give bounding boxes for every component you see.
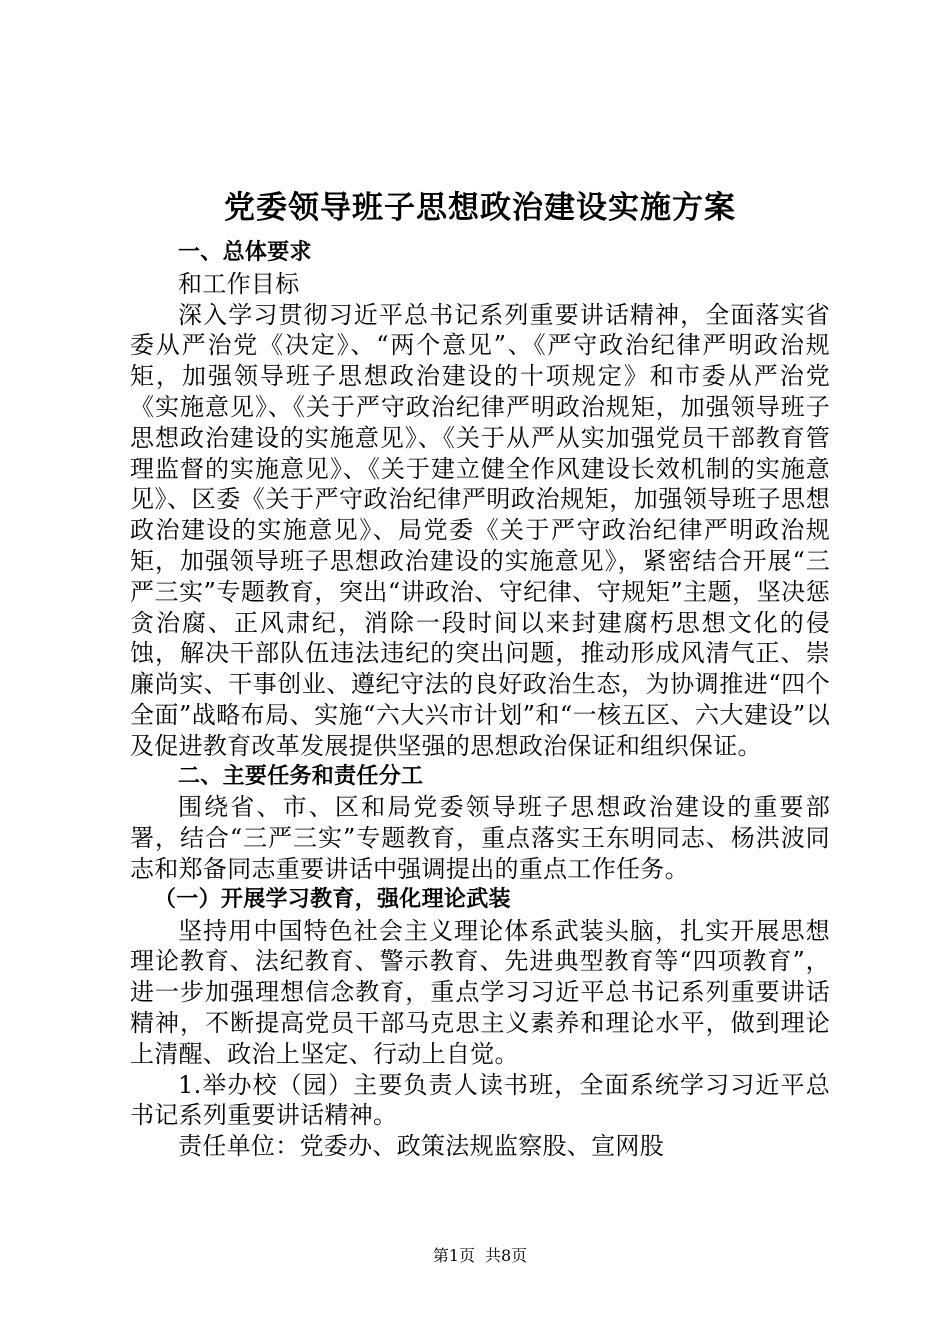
subheading-study-education: （一）开展学习教育，强化理论武装 xyxy=(154,886,511,912)
paragraph-study-education: 坚持用中国特色社会主义理论体系武装头脑，扎实开展思想理论教育、法纪教育、警示教育、先进典型教育等“四项教育”，进一步加强理想信念教育，重点学习习近平总书记系列重要讲话精神，不断提高党员干部马克思主义素养和理论水平，做到理论上清醒、政治上坚定、行动上自觉。 xyxy=(130,916,830,1068)
paragraph-responsible-units: 责任单位：党委办、政策法规监察股、宣网股 xyxy=(178,1132,664,1161)
page-number: 第1页 xyxy=(432,1246,475,1265)
document-page xyxy=(130,0,830,1344)
document-title: 党委领导班子思想政治建设实施方案 xyxy=(224,190,736,226)
paragraph-work-goals: 和工作目标 xyxy=(178,269,300,298)
document-body xyxy=(130,238,830,1162)
section-heading-main-tasks: 二、主要任务和责任分工 xyxy=(178,763,424,789)
page-total: 共8页 xyxy=(485,1246,528,1265)
paragraph-item-1: 1.举办校（园）主要负责人读书班，全面系统学习习近平总书记系列重要讲话精神。 xyxy=(130,1070,830,1130)
paragraph-overview: 深入学习贯彻习近平总书记系列重要讲话精神，全面落实省委从严治党《决定》、“两个意见”、《严守政治纪律严明政治规矩，加强领导班子思想政治建设的十项规定》和市委从严治党《实施意见》、《关于严守政治纪律严明政治规矩，加强领导班子思想政治建设的实施意见》、《关于从严从实加强党员干部教育管理监督的实施意见》、《关于建立健全作风建设长效机制的实施意见》、区委《关于严守政治纪律严明政治规矩，加强领导班子思想政治建设的实施意见》、局党委《关于严守政治纪律严明政治规矩，加强领导班子思想政治建设的实施意见》，紧密结合开展“三严三实”专题教育，突出“讲政治、守纪律、守规矩”主题，坚决惩贪治腐、正风肃纪，消除一段时间以来封建腐朽思想文化的侵蚀，解决干部队伍违法违纪的突出问题，推动形成风清气正、崇廉尚实、干事创业、遵纪守法的良好政治生态，为协调推进“四个全面”战略布局、实施“六大兴市计划”和“一核五区、六大建设”以及促进教育改革发展提供坚强的思想政治保证和组织保证。 xyxy=(130,300,830,760)
section-heading-overall-requirements: 一、总体要求 xyxy=(178,240,312,265)
paragraph-main-tasks-intro: 围绕省、市、区和局党委领导班子思想政治建设的重要部署，结合“三严三实”专题教育，重点落实王东明同志、杨洪波同志和郑备同志重要讲话中强调提出的重点工作任务。 xyxy=(130,793,830,883)
page-footer xyxy=(130,1246,830,1266)
